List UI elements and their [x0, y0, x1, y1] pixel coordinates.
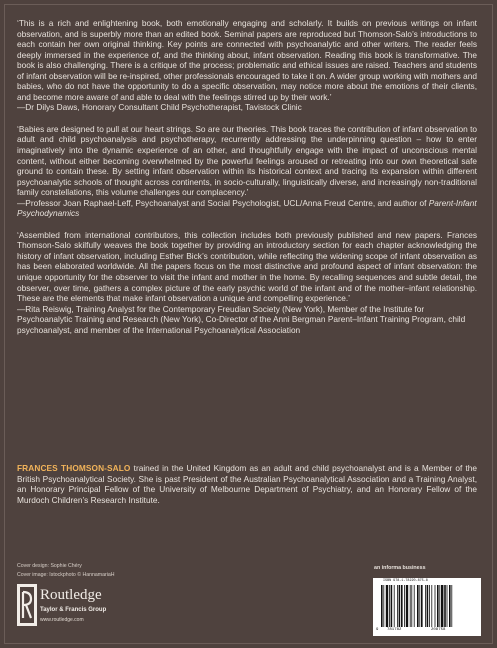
barcode-bar: [389, 585, 390, 627]
isbn-barcode: [373, 578, 481, 636]
barcode-digit-lead: 9: [376, 628, 379, 632]
barcode-bars: [381, 585, 473, 629]
barcode-bar: [444, 585, 446, 627]
author-bio-text: trained in the United Kingdom as an adult and child psychoanalyst and is a Member of the British Psychoanalytical Society. She is past President of the Australian Psychoanalytical Association and a Training Analyst, an Honorary Principal Fellow of the University of Melbourne Department of Psychiatry, and an Honorary Fellow of the Murdoch Children’s Research Institute.: [17, 463, 478, 505]
endorsement-attribution: —Rita Reiswig, Training Analyst for the Contemporary Freudian Society (New York), Member of the Institute for Psychoanalytic Training and Research (New York), Co-Director of the Anni Bergman Parent–Infant Training Program, child psychoanalyst, and member of the International Psychoanalytical Association: [17, 303, 466, 335]
endorsement-attribution: [17, 198, 477, 219]
barcode-bar: [441, 585, 443, 627]
publisher-logo: [17, 584, 177, 634]
isbn-label: ISBN 978-1-78220-875-8: [383, 579, 428, 583]
endorsement-text: ‘Assembled from international contributors, this collection includes both previously published and new papers. Frances Thomson-Salo skilfully weaves the book together by providing an introductory section for each chapter acknowledging the history of infant observation, including Esther Bick’s contribution, while reflecting the widening scope of infant observation as has been elaborated worldwide. All the papers focus on the most distinctive and profound aspect of infant observation: the unique opportunity for the observer to visit the infant and mother in the home. By recalling sequences and subtle detail, the observer, over time, gathers a complex picture of the early psychic world of the infant and of the mother–infant relationship. These are the elements that make infant observation a unique and compelling experience.’: [17, 229, 477, 304]
barcode-bar: [404, 585, 405, 627]
book-title: Parent-Infant Psychodynamics: [17, 197, 477, 219]
attribution-text: —Professor Joan Raphael-Leff, Psychoanalyst and Social Psychologist, UCL/Anna Freud Centre, and author of: [17, 197, 429, 208]
endorsement-1: [17, 18, 477, 113]
barcode-bar: [391, 585, 393, 627]
barcode-bar: [447, 585, 448, 627]
barcode-bar: [437, 585, 439, 627]
barcode-bar: [410, 585, 411, 627]
barcode-bar: [429, 585, 430, 627]
informa-tagline: an informa business: [374, 565, 426, 571]
barcode-bar: [411, 585, 412, 627]
publisher-url: www.routledge.com: [40, 617, 84, 623]
publisher-group: Taylor & Francis Group: [40, 607, 107, 613]
routledge-logo-icon: [17, 584, 37, 626]
barcode-bar: [406, 585, 408, 627]
barcode-bar: [451, 585, 452, 627]
barcode-bar: [399, 585, 401, 627]
endorsement-2: [17, 124, 477, 219]
barcode-bar: [427, 585, 429, 627]
barcode-digit-left: 781782: [387, 628, 402, 632]
barcode-bar: [449, 585, 451, 627]
cover-credits: [17, 562, 217, 580]
barcode-bar: [425, 585, 426, 627]
barcode-bar: [435, 585, 436, 627]
endorsement-3: [17, 230, 477, 335]
author-name: FRANCES THOMSON-SALO: [17, 463, 131, 473]
barcode-bar: [386, 585, 388, 627]
barcode-bar: [394, 585, 395, 627]
publisher-name: Routledge: [40, 587, 102, 603]
cover-design-credit: Cover design: Sophie Chéry: [17, 563, 82, 569]
barcode-bar: [431, 585, 432, 627]
barcode-bar: [397, 585, 398, 627]
barcode-bar: [419, 585, 420, 627]
author-bio: [17, 463, 477, 505]
endorsement-attribution: —Dr Dilys Daws, Honorary Consultant Child Psychotherapist, Tavistock Clinic: [17, 102, 302, 113]
barcode-bar: [414, 585, 415, 627]
barcode-bar: [381, 585, 383, 627]
barcode-digit-right: 208758: [431, 628, 446, 632]
endorsement-text: ‘Babies are designed to pull at our heart strings. So are our theories. This book traces the contribution of infant observation to adult and child psychoanalysis and psychotherapy, recurrently addressing the underpinning question – how to enter imaginatively into the dynamic experience of an other, and thoughtfully engage with the impact of unconscious mental content, without either becoming overwhelmed by the powerful feelings aroused or retreating into our own theoretical safe ground to contain these. By setting infant observation within its historical context and tracing its expansion within different psychoanalytic schools of thought across continents, in socio-culturally, linguistically diverse, and increasingly non-traditional family constellations, this volume challenges our complacency.’: [17, 123, 477, 198]
barcode-bar: [439, 585, 440, 627]
barcode-bar: [421, 585, 423, 627]
endorsements: [17, 18, 477, 346]
barcode-bar: [417, 585, 419, 627]
barcode-bar: [383, 585, 384, 627]
endorsement-text: ‘This is a rich and enlightening book, both emotionally engaging and scholarly. It builds on previous writings on infant observation, and is superbly more than an edited book. Seminal papers are reproduced but Thomson-Salo’s introductions to each contain her own original thinking. Key points are connected with psychoanalytic and other writers. The reader feels deeply immersed in the experience of, and the thinking about, infant observation. Reading this book is transformative. The book is also challenging. There is a critique of the process; problematic and ethical issues are raised. Teachers and students of infant observation will be re-inspired, other professionals encouraged to take it on. A wider group working with mothers and babies, who do not have the opportunity to do a specific observation, may notice more about the emotions of their clients, and become more aware of and able to deal with the feelings stirred up by their work.’: [17, 18, 477, 102]
cover-image-credit: Cover image: Istockphoto © HannamariaH: [17, 572, 115, 578]
barcode-bar: [401, 585, 403, 627]
